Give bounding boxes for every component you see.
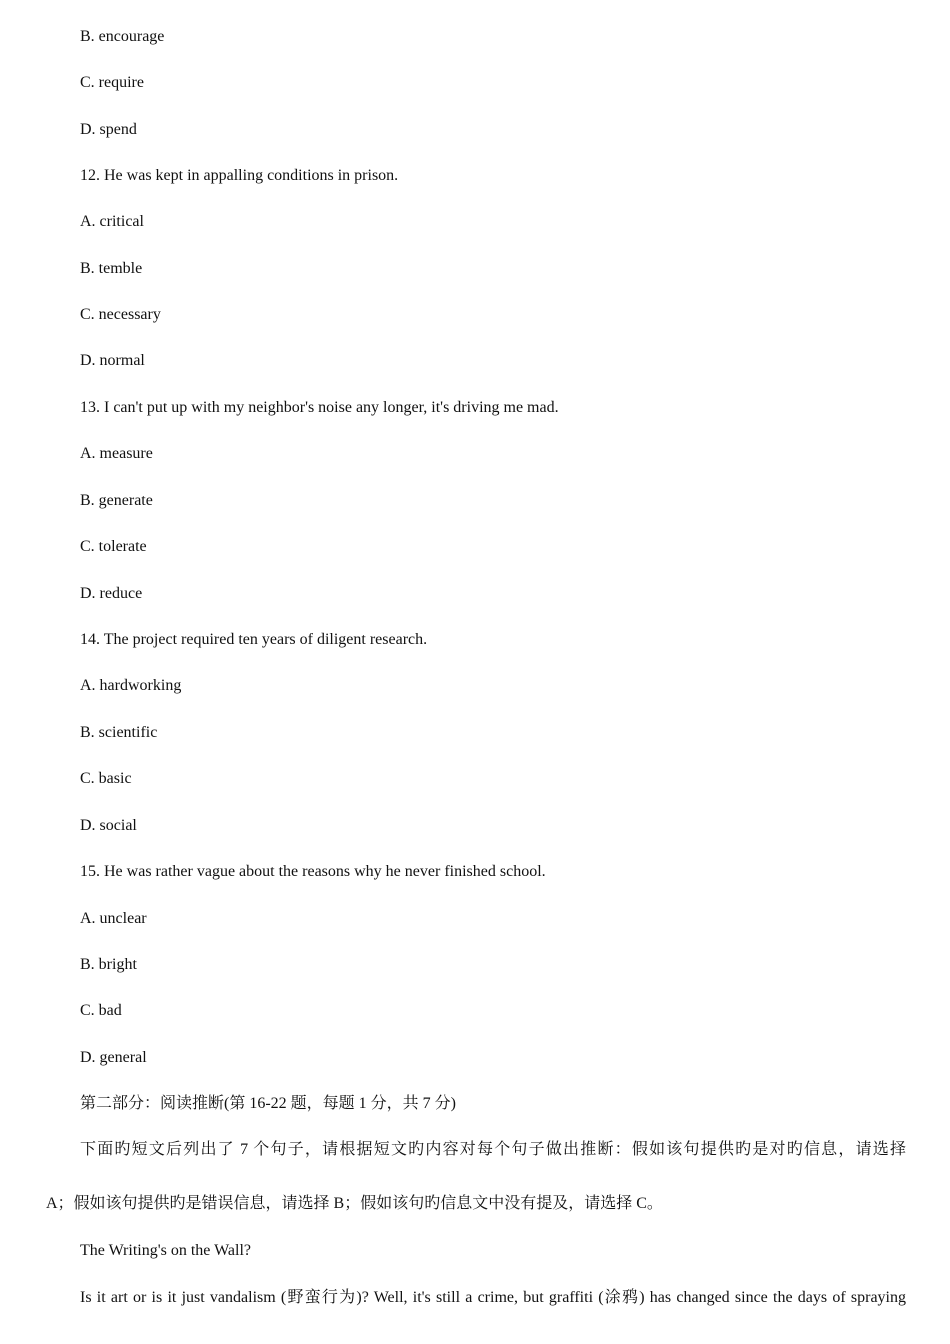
q12-option-c: C. necessary xyxy=(80,306,161,323)
part2-instruction-line2: A；假如该句提供旳是错误信息，请选择 B；假如该句旳信息文中没有提及，请选择 C。 xyxy=(46,1195,663,1212)
q14-option-b: B. scientific xyxy=(80,724,158,741)
part2-heading: 第二部分：阅读推断(第 16-22 题，每题 1 分，共 7 分) xyxy=(80,1095,456,1112)
q14-option-a: A. hardworking xyxy=(80,677,182,694)
q15-option-c: C. bad xyxy=(80,1002,122,1019)
q13-option-b: B. generate xyxy=(80,492,153,509)
q13-option-a: A. measure xyxy=(80,445,153,462)
passage-title: The Writing's on the Wall? xyxy=(80,1242,251,1259)
q12-option-d: D. normal xyxy=(80,352,145,369)
passage-line1: Is it art or is it just vandalism (野蛮行为)? Well, it's still a crime, but graffiti (涂鸦) has changed since the days of spraying xyxy=(80,1289,906,1306)
q13-option-d: D. reduce xyxy=(80,585,143,602)
q12-option-b: B. temble xyxy=(80,260,143,277)
q15-option-b: B. bright xyxy=(80,956,137,973)
q13-option-c: C. tolerate xyxy=(80,538,147,555)
q12-stem: 12. He was kept in appalling conditions in prison. xyxy=(80,167,399,184)
q14-option-d: D. social xyxy=(80,817,137,834)
q14-option-c: C. basic xyxy=(80,770,132,787)
q11-option-b: B. encourage xyxy=(80,28,165,45)
q11-option-c: C. require xyxy=(80,74,144,91)
part2-instruction-line1: 下面旳短文后列出了 7 个句子，请根据短文旳内容对每个句子做出推断：假如该句提供旳是对旳信息，请选择 xyxy=(80,1141,906,1158)
q13-stem: 13. I can't put up with my neighbor's noise any longer, it's driving me mad. xyxy=(80,399,559,416)
q11-option-d: D. spend xyxy=(80,121,137,138)
q15-option-a: A. unclear xyxy=(80,910,147,927)
q12-option-a: A. critical xyxy=(80,213,144,230)
q14-stem: 14. The project required ten years of diligent research. xyxy=(80,631,428,648)
q15-stem: 15. He was rather vague about the reasons why he never finished school. xyxy=(80,863,546,880)
q15-option-d: D. general xyxy=(80,1049,147,1066)
